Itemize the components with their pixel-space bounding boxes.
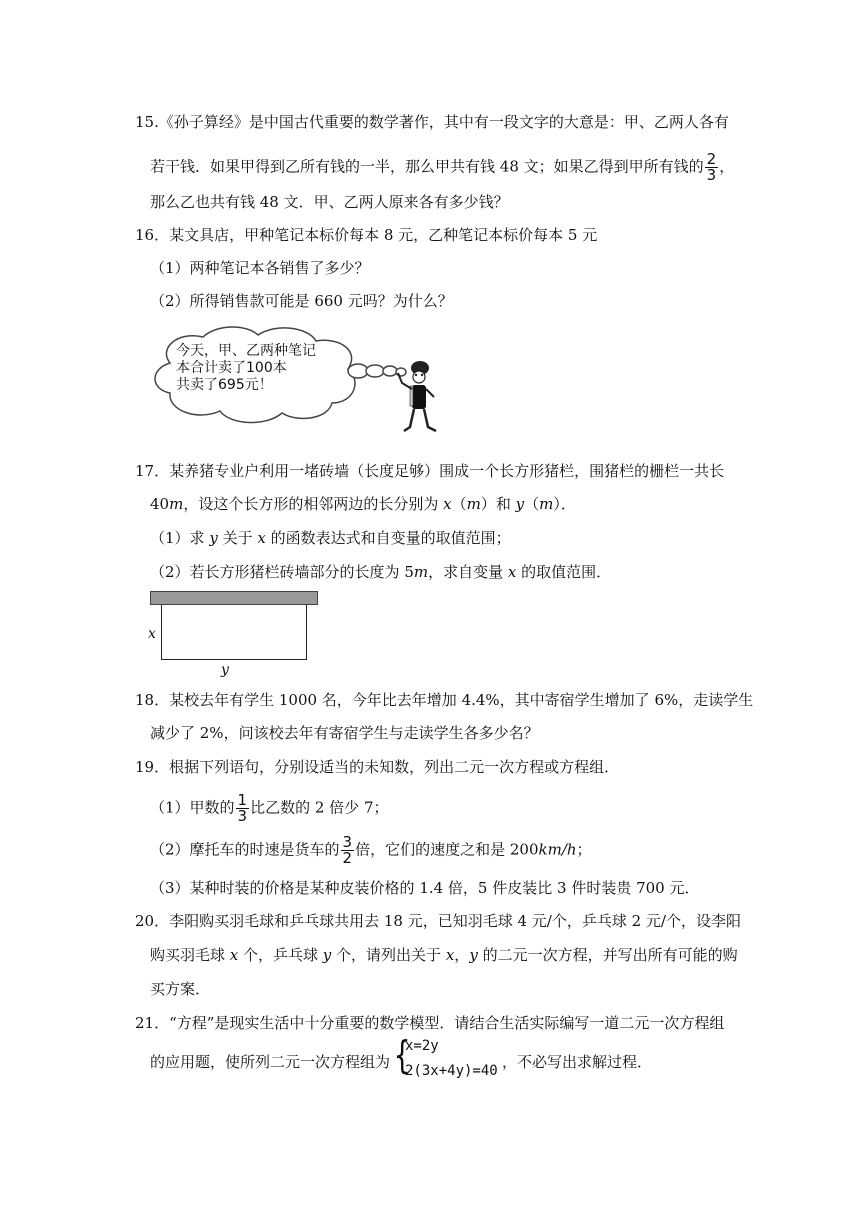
q19-text: 比乙数的 2 倍少 7； (250, 798, 389, 817)
q17-text: ）． (553, 495, 576, 513)
q17-text: 的函数表达式和自变量的取值范围； (265, 529, 511, 547)
q17-text: ，设这个长方形的相邻两边的长分别为 (183, 495, 444, 513)
bubble-line-2: 本合计卖了100本 (176, 360, 287, 376)
fraction-denominator: 2 (342, 849, 353, 867)
q20-var: x (445, 946, 455, 964)
q19-text: （2）摩托车的时速是货车的 (150, 840, 340, 859)
q17-text: （ (524, 495, 540, 513)
q18-line2: 减少了 2%，问该校去年有寄宿学生与走读学生各多少名？ (150, 724, 539, 742)
q20-var: y (469, 946, 478, 964)
q17-text: ）和 (480, 495, 516, 513)
q15-line2-end: ， (719, 157, 735, 176)
q15-fraction (705, 152, 719, 183)
q17-text: 关于 (217, 529, 258, 547)
bubble-line-1: 今天，甲、乙两种笔记 (176, 343, 316, 359)
q20-line1: 20．李阳购买羽毛球和乒乓球共用去 18 元，已知羽毛球 4 元/个，乒乓球 2 元/个，设李阳 (135, 912, 741, 930)
fraction-numerator: 3 (342, 833, 353, 851)
q17-sub1 (150, 528, 511, 548)
q20-text: 个，请列出关于 (331, 946, 446, 964)
q15-line2-text: 若干钱．如果甲得到乙所有钱的一半，那么甲共有钱 48 文；如果乙得到甲所有钱的 (150, 157, 704, 176)
q19-sub2 (150, 835, 592, 866)
q19-text: ； (576, 840, 592, 859)
bubble-text (176, 343, 316, 394)
q21-line1: 21．“方程”是现实生活中十分重要的数学模型．请结合生活实际编写一道二元一次方程组 (135, 1014, 725, 1032)
fraction-numerator: 2 (706, 150, 717, 168)
q19-fraction-2 (341, 835, 355, 866)
equation-brace: { (393, 1033, 411, 1077)
q17-var: m (169, 495, 184, 513)
q17-var: x (507, 563, 517, 581)
q15-line1: 15.《孙子算经》是中国古代重要的数学著作，其中有一段文字的大意是：甲、乙两人各有 (135, 113, 729, 131)
q20-text: 购买羽毛球 (150, 946, 230, 964)
q20-line3: 买方案． (150, 980, 211, 998)
equation-1: x=2y (405, 1038, 439, 1054)
q17-var: m (413, 563, 429, 581)
q17-text: 的取值范围． (516, 563, 612, 581)
q15-line2 (150, 152, 734, 183)
q17-line2 (150, 494, 576, 514)
q16-line1: 16．某文具店，甲种笔记本标价每本 8 元，乙种笔记本标价每本 5 元 (135, 226, 598, 244)
q18-line1: 18．某校去年有学生 1000 名，今年比去年增加 4.4%，其中寄宿学生增加了 6%，走读学生 (135, 691, 754, 709)
fraction-denominator: 3 (706, 166, 717, 184)
q19-text: （1）甲数的 (150, 798, 235, 817)
q17-text: （2）若长方形猪栏砖墙部分的长度为 5 (150, 563, 414, 581)
bubble-line-3: 共卖了695元！ (176, 377, 273, 393)
q17-var: y (515, 495, 525, 513)
q15-line3: 那么乙也共有钱 48 文．甲、乙两人原来各有多少钱？ (150, 193, 509, 211)
q19-fraction-1 (236, 793, 250, 824)
q20-text: 个，乒乓球 (238, 946, 323, 964)
q17-var: x (257, 529, 266, 547)
q17-text: ，求自变量 (428, 563, 508, 581)
q20-var: x (229, 946, 239, 964)
equation-2: 2(3x+4y)=40 (405, 1063, 498, 1079)
figure-label-x: x (148, 626, 156, 642)
q17-text: （ (451, 495, 467, 513)
q20-text: 的二元一次方程，并写出所有可能的购 (477, 946, 738, 964)
q19-unit: km/h (538, 840, 577, 859)
q19-sub1 (150, 793, 389, 824)
q17-line1: 17．某养猪专业户利用一堵砖墙（长度足够）围成一个长方形猪栏，围猪栏的栅栏一共长 (135, 462, 725, 480)
q17-var: m (539, 495, 554, 513)
pen-rectangle (161, 605, 307, 660)
fraction-denominator: 3 (237, 807, 248, 825)
q17-sub2 (150, 562, 611, 582)
q17-var: y (209, 529, 218, 547)
q21-line2-end: ，不必写出求解过程． (502, 1053, 653, 1071)
q17-text: 40 (150, 495, 170, 513)
q20-var: y (322, 946, 332, 964)
q16-sub2: （2）所得销售款可能是 660 元吗？为什么？ (150, 292, 453, 310)
q17-var: x (443, 495, 452, 513)
q21-line2-start: 的应用题，使所列二元一次方程组为 (150, 1053, 391, 1071)
q17-text: （1）求 (150, 529, 210, 547)
q20-text: ， (454, 946, 470, 964)
q20-line2 (150, 945, 738, 965)
q17-var: m (466, 495, 481, 513)
q19-line1: 19．根据下列语句，分别设适当的未知数，列出二元一次方程或方程组． (135, 758, 620, 776)
q19-text: 倍，它们的速度之和是 200 (355, 840, 539, 859)
figure-label-y: y (221, 662, 229, 678)
brick-wall (150, 591, 318, 605)
q16-sub1: （1）两种笔记本各销售了多少？ (150, 259, 370, 277)
q19-sub3: （3）某种时装的价格是某种皮装价格的 1.4 倍，5 件皮装比 3 件时装贵 700 元． (150, 879, 700, 897)
fraction-numerator: 1 (237, 791, 248, 809)
